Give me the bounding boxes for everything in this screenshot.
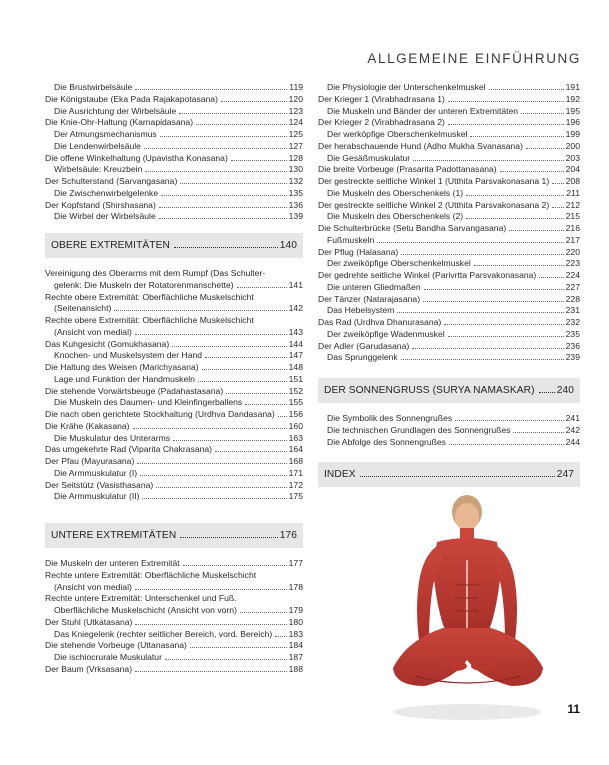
entry-page: 227 (565, 281, 580, 292)
entry-line: (Seitenansicht) (54, 303, 112, 314)
toc-entry[interactable] (45, 350, 303, 362)
entry-line: Vereinigung des Oberarms mit dem Rumpf (Das Schulter- (45, 268, 266, 278)
entry-page: 179 (288, 605, 303, 615)
entry-page: 142 (288, 303, 303, 314)
toc-entry[interactable] (45, 640, 303, 652)
entry-page: 220 (565, 246, 580, 257)
entry-page: 168 (288, 456, 303, 466)
section-page: 247 (556, 469, 574, 481)
leader-dots (275, 636, 286, 637)
entry-title: Die Muskeln der unteren Extremität (45, 558, 180, 568)
entry-title: Die Physiologie der Unterschenkelmuskel (327, 82, 486, 92)
toc-entry[interactable] (45, 421, 303, 433)
entry-title: Der Kopfstand (Shirshasana) (45, 199, 156, 210)
toc-entry[interactable] (318, 129, 580, 141)
leader-dots (159, 207, 287, 208)
leader-dots (278, 416, 287, 417)
entry-page: 152 (288, 385, 303, 396)
leader-dots (196, 124, 287, 125)
entry-title: Der zweiköpfige Oberschenkelmuskel (327, 258, 471, 269)
toc-entry[interactable] (45, 292, 303, 316)
entry-page: 199 (565, 129, 580, 139)
entry-title: Der gestreckte seitliche Winkel 2 (Utthita Parsvakonasana 2) (318, 199, 550, 210)
leader-dots (552, 183, 563, 184)
leader-dots (142, 498, 286, 499)
entry-title: Die Schulterbrücke (Setu Bandha Sarvangasana) (318, 223, 507, 233)
entry-page: 231 (565, 305, 580, 316)
toc-entry[interactable] (318, 211, 580, 223)
entry-title: Der gestreckte seitliche Winkel 1 (Utthita Parsvakonasana 1) (318, 176, 550, 186)
entry-page: 172 (288, 479, 303, 490)
entry-title: Das Kuhgesicht (Gomukhasana) (45, 338, 170, 349)
toc-entry[interactable] (318, 223, 580, 235)
section-page: 240 (556, 385, 574, 396)
leader-dots (180, 183, 286, 184)
entry-title: Die Brustwirbelsäule (54, 82, 133, 92)
toc-entry[interactable] (45, 652, 303, 664)
entry-title: Das Rad (Urdhva Dhanurasana) (318, 317, 442, 327)
entry-title: Die Muskeln des Oberschenkels (1) (327, 187, 464, 198)
entry-title: Der zweiköpfige Wadenmuskel (327, 328, 445, 339)
entry-title: Die Ausrichtung der Wirbelsäule (54, 105, 177, 116)
section-title: INDEX (324, 469, 356, 481)
leader-dots (180, 537, 277, 538)
entry-page: 120 (288, 93, 303, 104)
entry-title: Das Kniegelenk (rechter seitlicher Bereich, vord. Bereich) (54, 628, 273, 639)
entry-page: 195 (565, 105, 580, 116)
entry-page: 235 (565, 328, 580, 339)
leader-dots (135, 624, 286, 625)
section-heading-index[interactable] (318, 462, 580, 487)
leader-dots (449, 444, 564, 445)
toc-entry[interactable] (318, 188, 580, 200)
toc-entry[interactable] (318, 106, 580, 118)
leader-dots (172, 346, 286, 347)
entry-line: Oberflächliche Muskelschicht (Ansicht von vorn) (54, 605, 237, 615)
entry-title: Die Armmuskulatur (II) (54, 491, 140, 502)
leader-dots (205, 357, 287, 358)
entry-line: Rechte obere Extremität: Oberflächliche Muskelschicht (45, 315, 254, 325)
leader-dots (377, 242, 563, 243)
entry-page: 191 (565, 82, 580, 92)
entry-title: Knochen- und Muskelsystem der Hand (54, 350, 203, 361)
toc-entry[interactable] (45, 374, 303, 386)
leader-dots (173, 440, 287, 441)
leader-dots (552, 207, 563, 208)
toc-entry[interactable] (318, 200, 580, 212)
entry-title: Die stehende Vorwärtsbeuge (Padahastasana) (45, 385, 224, 396)
section-title: UNTERE EXTREMITÄTEN (51, 530, 177, 541)
leader-dots (245, 404, 286, 405)
entry-page: 155 (288, 397, 303, 408)
entry-page: 144 (288, 338, 303, 349)
toc-group (45, 339, 303, 504)
entry-title: Der Pfau (Mayurasana) (45, 456, 135, 466)
entry-page: 130 (288, 164, 303, 175)
toc-entry[interactable] (45, 94, 303, 106)
toc-entry[interactable] (45, 141, 303, 153)
toc-entry[interactable] (318, 352, 580, 364)
entry-page: 239 (565, 352, 580, 363)
entry-title: Fußmuskeln (327, 234, 375, 245)
toc-entry[interactable] (318, 141, 580, 153)
toc-entry[interactable] (45, 315, 303, 339)
entry-page: 141 (288, 279, 303, 290)
leader-dots (423, 301, 564, 302)
entry-page: 212 (565, 199, 580, 210)
page-number: 11 (567, 702, 580, 716)
leader-dots (500, 171, 564, 172)
leader-dots (521, 113, 564, 114)
entry-title: Die Muskulatur des Unterarms (54, 432, 171, 443)
entry-title: Die nach oben gerichtete Stockhaltung (Urdhva Dandasana) (45, 409, 275, 419)
section-page: 140 (279, 240, 297, 251)
entry-page: 216 (565, 223, 580, 233)
leader-dots (539, 392, 555, 393)
entry-title: Die Haltung des Weisen (Marichyasana) (45, 362, 199, 372)
toc-entry[interactable] (318, 164, 580, 176)
entry-title: Die Muskeln und Bänder der unteren Extremitäten (327, 105, 519, 116)
toc-entry[interactable] (318, 413, 580, 425)
toc-entry[interactable] (45, 664, 303, 676)
entry-page: 178 (288, 581, 303, 592)
toc-entry[interactable] (318, 270, 580, 282)
toc-entry[interactable] (318, 305, 580, 317)
entry-line: (Ansicht von medial) (54, 581, 132, 592)
leader-dots (526, 148, 564, 149)
toc-entry[interactable] (45, 480, 303, 492)
leader-dots (466, 195, 564, 196)
leader-dots (448, 336, 564, 337)
toc-entry[interactable] (318, 247, 580, 259)
toc-entry[interactable] (45, 188, 303, 200)
toc-entry[interactable] (318, 94, 580, 106)
toc-entry[interactable] (45, 397, 303, 409)
entry-page: 160 (288, 420, 303, 431)
entry-page: 228 (565, 293, 580, 304)
entry-page: 180 (288, 616, 303, 627)
entry-title: Der Schulterstand (Sarvangasana) (45, 176, 178, 186)
leader-dots (397, 312, 563, 313)
entry-title: Die Krähe (Kakasana) (45, 420, 130, 431)
leader-dots (226, 393, 286, 394)
entry-page: 123 (288, 105, 303, 116)
entry-title: Die breite Vorbeuge (Prasarita Padottanasana) (318, 164, 497, 175)
leader-dots (135, 671, 287, 672)
leader-dots (448, 124, 564, 125)
leader-dots (221, 101, 287, 102)
toc-group (45, 617, 303, 676)
toc-entry[interactable] (318, 329, 580, 341)
toc-entry[interactable] (45, 433, 303, 445)
leader-dots (133, 428, 287, 429)
toc-entry[interactable] (318, 341, 580, 353)
leader-dots (424, 289, 564, 290)
toc-entry[interactable] (318, 176, 580, 188)
leader-dots (466, 218, 564, 219)
entry-title: Die ischiocrurale Muskulatur (54, 652, 162, 662)
entry-title: Der Tänzer (Natarajasana) (318, 293, 421, 304)
entry-line: Rechte obere Extremität: Oberflächliche Muskelschicht (45, 291, 254, 302)
leader-dots (489, 89, 564, 90)
toc-left-column (45, 82, 303, 676)
entry-title: Die Zwischenwirbelgelenke (54, 187, 159, 198)
entry-page: 148 (288, 362, 303, 372)
entry-page: 200 (565, 140, 580, 151)
entry-page: 147 (288, 350, 303, 361)
leader-dots (137, 463, 286, 464)
entry-page: 241 (565, 413, 580, 423)
entry-title: Die Knie-Ohr-Haltung (Karnapidasana) (45, 117, 194, 128)
leader-dots (198, 381, 287, 382)
entry-page: 156 (288, 409, 303, 419)
toc-entry[interactable] (45, 558, 303, 570)
section-heading-sonnengruss[interactable] (318, 378, 580, 403)
toc-entry[interactable] (318, 117, 580, 129)
toc-entry[interactable] (45, 386, 303, 398)
entry-line: (Ansicht von medial) (54, 326, 132, 337)
toc-entry[interactable] (318, 153, 580, 165)
leader-dots (231, 160, 287, 161)
entry-page: 188 (288, 663, 303, 674)
toc-entry[interactable] (318, 82, 580, 94)
toc-entry[interactable] (45, 456, 303, 468)
toc-entry[interactable] (45, 164, 303, 176)
entry-title: Die Muskeln des Oberschenkels (2) (327, 211, 464, 222)
toc-entry[interactable] (318, 282, 580, 294)
entry-page: 244 (565, 436, 580, 447)
toc-entry[interactable] (45, 444, 303, 456)
section-title: DER SONNENGRUSS (SURYA NAMASKAR) (324, 385, 535, 396)
toc-entry[interactable] (45, 106, 303, 118)
entry-title: Die offene Winkelhaltung (Upavistha Konasana) (45, 152, 228, 163)
entry-page: 177 (288, 558, 303, 568)
toc-entry[interactable] (45, 176, 303, 188)
entry-page: 164 (288, 444, 303, 455)
toc-entry[interactable] (45, 362, 303, 374)
leader-dots (412, 348, 563, 349)
leader-dots (513, 432, 563, 433)
leader-dots (215, 451, 287, 452)
leader-dots (240, 612, 287, 613)
entry-title: Der herabschauende Hund (Adho Mukha Svanasana) (318, 140, 523, 151)
entry-title: Wirbelsäule: Kreuzbein (54, 164, 143, 175)
entry-page: 192 (565, 93, 580, 104)
entry-title: Der Pflug (Halasana) (318, 246, 399, 257)
leader-dots (135, 334, 287, 335)
toc-entry[interactable] (318, 258, 580, 270)
leader-dots (413, 160, 564, 161)
toc-entry[interactable] (45, 339, 303, 351)
leader-dots (144, 148, 287, 149)
entry-page: 223 (565, 258, 580, 269)
entry-page: 208 (565, 176, 580, 186)
leader-dots (165, 659, 287, 660)
leader-dots (190, 647, 287, 648)
anatomy-figure-icon (385, 490, 550, 725)
toc-entry[interactable] (45, 82, 303, 94)
toc-entry[interactable] (45, 117, 303, 129)
entry-title: Der Adler (Garudasana) (318, 340, 410, 351)
entry-title: Die Lendenwirbelsäule (54, 140, 141, 151)
entry-page: 125 (288, 129, 303, 139)
entry-title: Der Krieger 1 (Virabhadrasana 1) (318, 93, 445, 104)
leader-dots (444, 324, 563, 325)
section-title: OBERE EXTREMITÄTEN (51, 240, 170, 251)
entry-title: Die Armmuskulatur (I) (54, 467, 138, 478)
entry-page: 232 (565, 317, 580, 327)
section-page: 176 (279, 530, 297, 541)
entry-page: 119 (289, 82, 303, 92)
entry-title: Der werköpfige Oberschenkelmuskel (327, 129, 468, 139)
entry-title: Die Muskeln des Daumen- und Kleinfingerballens (54, 397, 243, 408)
entry-title: Die Abfolge des Sonnengrußes (327, 436, 446, 447)
leader-dots (539, 277, 563, 278)
leader-dots (470, 136, 563, 137)
entry-title: Der Atmungsmechanismus (54, 129, 157, 139)
entry-line: Rechte untere Extremität: Oberflächliche Muskelschicht (45, 569, 257, 580)
leader-dots (237, 287, 287, 288)
leader-dots (174, 247, 278, 248)
toc-group (45, 558, 303, 570)
leader-dots (140, 475, 287, 476)
toc-entry[interactable] (318, 294, 580, 306)
entry-page: 135 (288, 187, 303, 198)
leader-dots (474, 265, 564, 266)
leader-dots (156, 487, 286, 488)
toc-entry[interactable] (318, 317, 580, 329)
leader-dots (183, 565, 287, 566)
section-heading-untere[interactable] (45, 523, 303, 548)
entry-page: 224 (565, 270, 580, 280)
entry-title: Die Gesäßmuskulatur (327, 152, 411, 163)
entry-line: Rechte untere Extremität: Unterschenkel und Fuß. (45, 593, 237, 604)
entry-page: 196 (565, 117, 580, 128)
leader-dots (401, 254, 563, 255)
leader-dots (455, 420, 564, 421)
entry-page: 151 (288, 373, 303, 384)
entry-page: 171 (288, 467, 303, 478)
leader-dots (114, 310, 286, 311)
leader-dots (179, 113, 286, 114)
toc-entry[interactable] (318, 235, 580, 247)
entry-page: 163 (288, 432, 303, 443)
toc-entry[interactable] (45, 491, 303, 503)
entry-title: Der gedrehte seitliche Winkel (Parivrtta Parsvakonasana) (318, 270, 537, 280)
leader-dots (159, 218, 287, 219)
toc-entry[interactable] (45, 593, 303, 617)
entry-page: 204 (565, 164, 580, 175)
leader-dots (161, 195, 287, 196)
entry-title: Die Symbolik des Sonnengrußes (327, 413, 453, 423)
entry-title: Die technischen Grundlagen des Sonnengrußes (327, 424, 511, 435)
toc-entry[interactable] (45, 211, 303, 223)
leader-dots (135, 589, 287, 590)
entry-page: 187 (288, 652, 303, 662)
toc-group (318, 413, 580, 448)
toc-entry[interactable] (45, 468, 303, 480)
toc-entry[interactable] (45, 268, 303, 292)
leader-dots (509, 230, 563, 231)
entry-title: Der Krieger 2 (Virabhadrasana 2) (318, 117, 445, 128)
entry-page: 132 (288, 176, 303, 186)
toc-entry[interactable] (45, 129, 303, 141)
entry-page: 211 (566, 187, 580, 198)
toc-entry[interactable] (45, 153, 303, 165)
leader-dots (145, 171, 286, 172)
entry-title: Die stehende Vorbeuge (Uttanasana) (45, 640, 187, 651)
leader-dots (401, 359, 564, 360)
entry-page: 242 (565, 424, 580, 435)
toc-entry[interactable] (45, 570, 303, 594)
entry-title: Das Sprunggelenk (327, 352, 398, 363)
entry-page: 139 (288, 211, 303, 222)
entry-title: Die Wirbel der Wirbelsäule (54, 211, 156, 222)
toc-entry[interactable] (45, 409, 303, 421)
entry-title: Der Seitstütz (Vasisthasana) (45, 479, 154, 490)
entry-line: gelenk: Die Muskeln der Rotatorenmanschette) (54, 279, 234, 290)
entry-title: Die unteren Gliedmaßen (327, 281, 421, 292)
toc-entry[interactable] (45, 200, 303, 212)
entry-page: 128 (288, 152, 303, 163)
entry-page: 127 (288, 140, 303, 151)
entry-page: 217 (565, 234, 580, 245)
entry-page: 236 (565, 340, 580, 351)
toc-entry[interactable] (318, 437, 580, 449)
entry-page: 136 (288, 199, 303, 210)
toc-entry[interactable] (45, 617, 303, 629)
entry-title: Das Hebelsystem (327, 305, 395, 316)
section-heading-obere[interactable] (45, 233, 303, 258)
leader-dots (160, 136, 287, 137)
entry-title: Das umgekehrte Rad (Viparita Chakrasana) (45, 444, 213, 455)
entry-title: Die Königstaube (Eka Pada Rajakapotasana) (45, 93, 218, 104)
entry-title: Der Stuhl (Utkatasana) (45, 616, 133, 627)
leader-dots (448, 101, 564, 102)
entry-page: 175 (288, 491, 303, 502)
entry-page: 143 (288, 326, 303, 337)
toc-group (318, 82, 580, 364)
entry-page: 203 (565, 152, 580, 163)
toc-right-column (318, 82, 580, 487)
entry-page: 215 (565, 211, 580, 222)
entry-page: 183 (288, 628, 303, 639)
entry-page: 124 (288, 117, 303, 128)
entry-title: Der Baum (Vrksasana) (45, 663, 133, 674)
toc-group (45, 82, 303, 223)
entry-page: 184 (288, 640, 303, 651)
entry-title: Lage und Funktion der Handmuskeln (54, 373, 195, 384)
leader-dots (135, 89, 287, 90)
running-header: ALLGEMEINE EINFÜHRUNG (367, 51, 581, 66)
leader-dots (202, 369, 287, 370)
leader-dots (360, 476, 555, 477)
toc-entry[interactable] (45, 629, 303, 641)
toc-entry[interactable] (318, 425, 580, 437)
